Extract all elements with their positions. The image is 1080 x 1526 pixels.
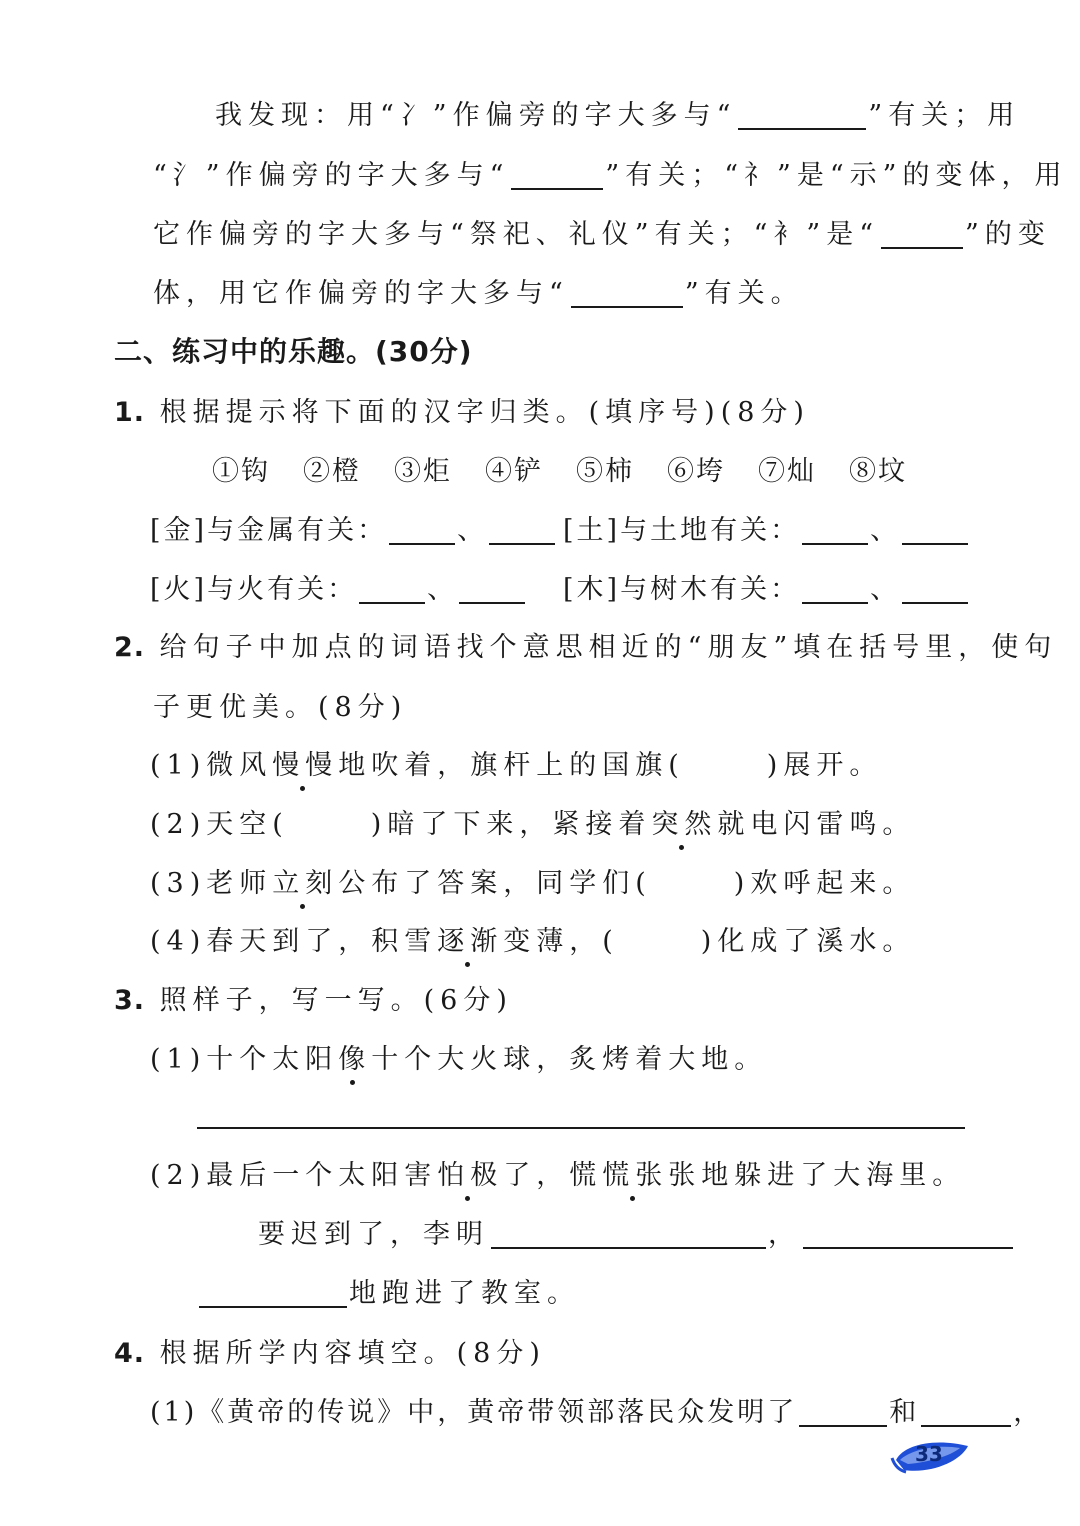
answer-blank[interactable] [459, 576, 525, 604]
question-text: 照样子，写一写。(6分) [159, 985, 513, 1016]
sentence-text: )展开。 [766, 750, 883, 781]
category-label: [金]与金属有关： [150, 515, 388, 546]
sentence-text: )暗了下来，紧接着 [370, 809, 652, 840]
intro-line-3 [153, 212, 1051, 251]
char-item: ③炬 [394, 456, 452, 487]
dotted-word: 逐渐 [437, 919, 503, 958]
sentence-text: 地吹着，旗杆上的国旗( [338, 750, 685, 781]
sentence-text: (1)十个太阳 [150, 1044, 339, 1075]
question-text: 给句子中加点的词语找个意思相近的“朋友”填在括号里，使句 [159, 632, 1058, 663]
question-number: 3. [114, 985, 146, 1016]
sentence-4-1 [150, 1390, 1043, 1429]
char-item: ②橙 [303, 456, 361, 487]
question-3 [114, 978, 513, 1017]
sentence-text: 变薄，( [503, 926, 619, 957]
answer-blank[interactable] [199, 1280, 347, 1308]
page-number: 33 [915, 1442, 943, 1466]
question-2 [114, 625, 1057, 664]
sentence-text: 地跑进了教室。 [349, 1278, 580, 1309]
category-fire [150, 567, 527, 606]
question-text: 根据所学内容填空。(8分) [159, 1338, 546, 1369]
separator: 、 [427, 574, 458, 605]
question-4 [114, 1331, 546, 1370]
dotted-word: 慌慌张张 [569, 1153, 701, 1192]
sentence-text: 公布了答案，同学们( [338, 868, 652, 899]
sentence-3-1 [150, 1037, 767, 1076]
answer-blank[interactable] [491, 1221, 766, 1249]
answer-blank[interactable] [489, 517, 555, 545]
intro-line-2 [153, 153, 1067, 192]
question-number: 1. [114, 397, 146, 428]
intro-text: ”的变 [965, 219, 1051, 250]
question-number: 2. [114, 632, 146, 663]
category-label: [火]与火有关： [150, 574, 358, 605]
question-2-cont: 子更优美。(8分) [153, 692, 408, 723]
dotted-word: 立刻 [272, 861, 338, 900]
answer-blank[interactable] [359, 576, 425, 604]
answer-blank[interactable] [881, 221, 963, 249]
sentence-text: (3)老师 [150, 868, 273, 899]
intro-line-4 [153, 271, 804, 310]
intro-line-1 [215, 93, 1020, 132]
separator: 、 [870, 574, 901, 605]
separator: 、 [870, 515, 901, 546]
dotted-word: 像 [338, 1037, 371, 1076]
char-item: ⑦灿 [758, 456, 816, 487]
answer-blank[interactable] [389, 517, 455, 545]
sentence-text: 和 [889, 1397, 920, 1428]
char-item: ⑤柿 [576, 456, 634, 487]
question-1 [114, 390, 810, 429]
char-list [212, 449, 907, 488]
char-item: ⑥垮 [667, 456, 725, 487]
sentence-3-2 [150, 1153, 965, 1192]
sentence-text: 十个大火球，炙烤着大地。 [371, 1044, 768, 1075]
sentence-text: 就电闪雷鸣。 [717, 809, 916, 840]
separator: 、 [457, 515, 488, 546]
sentence-text: (2)天空( [150, 809, 289, 840]
answer-blank[interactable] [799, 1399, 887, 1427]
intro-text: ”有关。 [684, 278, 804, 309]
category-label: [木]与树木有关： [563, 574, 801, 605]
sentence-text: 地躲进了大海里。 [701, 1160, 966, 1191]
dotted-word: 突然 [651, 802, 717, 841]
answer-blank[interactable] [511, 162, 603, 190]
sentence-text: (2)最后一个太阳 [150, 1160, 405, 1191]
category-label: [土]与土地有关： [563, 515, 801, 546]
sentence-text: )化成了溪水。 [700, 926, 916, 957]
char-item: ④铲 [485, 456, 543, 487]
category-earth [563, 508, 970, 547]
char-item: ①钩 [212, 456, 270, 487]
intro-text: 它作偏旁的字大多与“祭祀、礼仪”有关；“衤”是“ [153, 219, 880, 250]
sentence-text: (1)《黄帝的传说》中，黄帝带领部落民众发明了 [150, 1397, 798, 1428]
answer-blank[interactable] [802, 517, 868, 545]
sentence-2-4 [150, 919, 915, 958]
answer-blank[interactable] [902, 517, 968, 545]
fill-line-1 [258, 1212, 1015, 1251]
answer-blank[interactable] [802, 576, 868, 604]
answer-blank[interactable] [921, 1399, 1011, 1427]
sentence-text: (4)春天到了，积雪 [150, 926, 438, 957]
question-text: 根据提示将下面的汉字归类。(填序号)(8分) [159, 397, 810, 428]
section-heading: 二、练习中的乐趣。(30分) [114, 335, 473, 368]
category-gold [150, 508, 557, 547]
intro-text: ”有关；用 [868, 100, 1021, 131]
intro-text: 我发现：用“冫”作偏旁的字大多与“ [215, 100, 737, 131]
dotted-word: 害怕极了 [404, 1153, 536, 1192]
question-number: 4. [114, 1338, 146, 1369]
sentence-2-1 [150, 743, 882, 782]
intro-text: ”有关；“礻”是“示”的变体，用 [605, 160, 1068, 191]
dotted-word: 慢慢 [272, 743, 338, 782]
sentence-2-2 [150, 802, 915, 841]
sentence-2-3 [150, 861, 915, 900]
intro-text: “氵”作偏旁的字大多与“ [153, 160, 510, 191]
sentence-text: (1)微风 [150, 750, 273, 781]
answer-blank[interactable] [803, 1221, 1013, 1249]
category-wood [563, 567, 970, 606]
char-item: ⑧坟 [849, 456, 907, 487]
intro-text: 体，用它作偏旁的字大多与“ [153, 278, 569, 309]
sentence-text: ， [536, 1160, 570, 1191]
sentence-text: )欢呼起来。 [733, 868, 916, 899]
sentence-text: 要迟到了，李明 [258, 1219, 489, 1250]
answer-line[interactable] [197, 1127, 965, 1129]
answer-blank[interactable] [738, 102, 866, 130]
answer-blank[interactable] [571, 280, 683, 308]
fill-line-2 [197, 1271, 580, 1310]
answer-blank[interactable] [902, 576, 968, 604]
sentence-text: ， [1013, 1397, 1044, 1428]
sentence-text: ， [768, 1219, 801, 1250]
